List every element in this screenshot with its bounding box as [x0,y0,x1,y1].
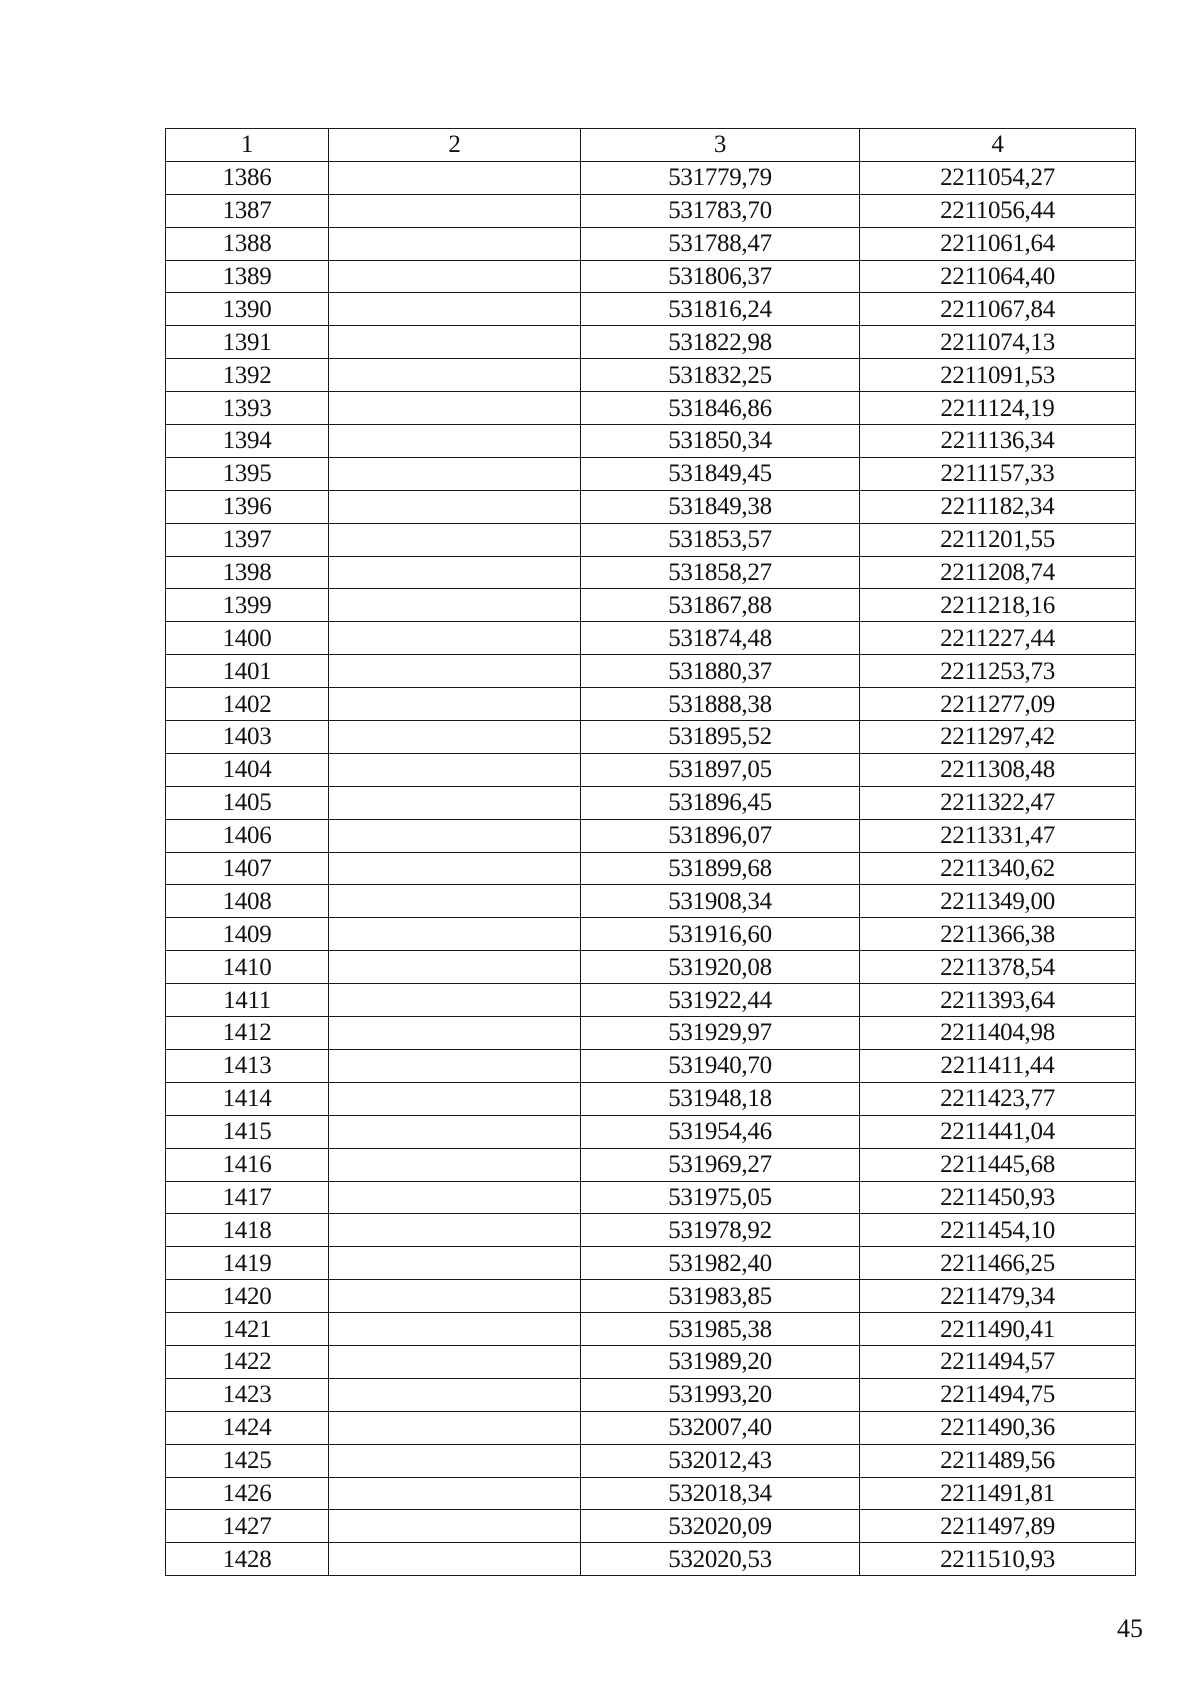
column-2-cell [329,1181,581,1214]
table-row [166,951,1136,984]
y-coordinate-cell: 2211136,34 [860,425,1136,458]
y-coordinate-cell: 2211218,16 [860,589,1136,622]
point-number-cell: 1421 [166,1313,329,1346]
x-coordinate-cell: 531948,18 [581,1082,860,1115]
point-number-cell: 1393 [166,392,329,425]
column-2-cell [329,425,581,458]
column-2-cell [329,1247,581,1280]
column-2-cell [329,359,581,392]
y-coordinate-cell: 2211340,62 [860,852,1136,885]
point-number-cell: 1412 [166,1017,329,1050]
y-coordinate-cell: 2211393,64 [860,984,1136,1017]
table-row [166,1345,1136,1378]
point-number-cell: 1392 [166,359,329,392]
point-number-cell: 1422 [166,1345,329,1378]
table-row [166,194,1136,227]
y-coordinate-cell: 2211466,25 [860,1247,1136,1280]
table-row [166,1510,1136,1543]
column-2-cell [329,194,581,227]
x-coordinate-cell: 531822,98 [581,326,860,359]
y-coordinate-cell: 2211056,44 [860,194,1136,227]
table-row [166,1411,1136,1444]
point-number-cell: 1387 [166,194,329,227]
point-number-cell: 1419 [166,1247,329,1280]
x-coordinate-cell: 531985,38 [581,1313,860,1346]
y-coordinate-cell: 2211479,34 [860,1280,1136,1313]
column-header-y-coordinate: 4 [860,129,1136,162]
point-number-cell: 1428 [166,1543,329,1576]
x-coordinate-cell: 531969,27 [581,1148,860,1181]
x-coordinate-cell: 531896,45 [581,786,860,819]
y-coordinate-cell: 2211124,19 [860,392,1136,425]
point-number-cell: 1389 [166,260,329,293]
table-row [166,1313,1136,1346]
point-number-cell: 1418 [166,1214,329,1247]
table-row [166,1247,1136,1280]
point-number-cell: 1402 [166,688,329,721]
x-coordinate-cell: 531816,24 [581,293,860,326]
column-header-x-coordinate: 3 [581,129,860,162]
table-row [166,1477,1136,1510]
point-number-cell: 1390 [166,293,329,326]
y-coordinate-cell: 2211201,55 [860,523,1136,556]
table-row [166,1181,1136,1214]
table-row [166,622,1136,655]
y-coordinate-cell: 2211489,56 [860,1444,1136,1477]
x-coordinate-cell: 532020,53 [581,1543,860,1576]
y-coordinate-cell: 2211454,10 [860,1214,1136,1247]
column-2-cell [329,556,581,589]
column-2-cell [329,721,581,754]
point-number-cell: 1394 [166,425,329,458]
column-2-cell [329,227,581,260]
y-coordinate-cell: 2211450,93 [860,1181,1136,1214]
x-coordinate-cell: 531867,88 [581,589,860,622]
y-coordinate-cell: 2211378,54 [860,951,1136,984]
column-2-cell [329,260,581,293]
point-number-cell: 1397 [166,523,329,556]
point-number-cell: 1406 [166,819,329,852]
table-row [166,1148,1136,1181]
table-row [166,984,1136,1017]
y-coordinate-cell: 2211277,09 [860,688,1136,721]
point-number-cell: 1400 [166,622,329,655]
point-number-cell: 1405 [166,786,329,819]
x-coordinate-cell: 532007,40 [581,1411,860,1444]
column-header-2: 2 [329,129,581,162]
column-2-cell [329,951,581,984]
point-number-cell: 1426 [166,1477,329,1510]
column-2-cell [329,1477,581,1510]
point-number-cell: 1398 [166,556,329,589]
column-2-cell [329,1280,581,1313]
x-coordinate-cell: 531779,79 [581,161,860,194]
y-coordinate-cell: 2211490,36 [860,1411,1136,1444]
y-coordinate-cell: 2211227,44 [860,622,1136,655]
column-2-cell [329,1543,581,1576]
column-2-cell [329,1115,581,1148]
column-2-cell [329,457,581,490]
table-row [166,589,1136,622]
table-row [166,490,1136,523]
column-2-cell [329,984,581,1017]
point-number-cell: 1401 [166,655,329,688]
y-coordinate-cell: 2211411,44 [860,1049,1136,1082]
table-header-row [166,129,1136,162]
y-coordinate-cell: 2211491,81 [860,1477,1136,1510]
column-2-cell [329,1214,581,1247]
column-2-cell [329,490,581,523]
column-2-cell [329,523,581,556]
x-coordinate-cell: 531853,57 [581,523,860,556]
y-coordinate-cell: 2211061,64 [860,227,1136,260]
column-2-cell [329,1345,581,1378]
table-row [166,260,1136,293]
x-coordinate-cell: 531978,92 [581,1214,860,1247]
table-row [166,1082,1136,1115]
table-row [166,392,1136,425]
y-coordinate-cell: 2211494,75 [860,1378,1136,1411]
x-coordinate-cell: 532018,34 [581,1477,860,1510]
x-coordinate-cell: 531874,48 [581,622,860,655]
x-coordinate-cell: 531993,20 [581,1378,860,1411]
y-coordinate-cell: 2211497,89 [860,1510,1136,1543]
x-coordinate-cell: 531897,05 [581,753,860,786]
table-row [166,885,1136,918]
point-number-cell: 1417 [166,1181,329,1214]
table-row [166,1115,1136,1148]
point-number-cell: 1414 [166,1082,329,1115]
column-2-cell [329,786,581,819]
y-coordinate-cell: 2211331,47 [860,819,1136,852]
x-coordinate-cell: 531983,85 [581,1280,860,1313]
table-row [166,1378,1136,1411]
table-row [166,227,1136,260]
x-coordinate-cell: 531849,45 [581,457,860,490]
y-coordinate-cell: 2211074,13 [860,326,1136,359]
column-2-cell [329,885,581,918]
coordinates-table [165,128,1136,1576]
table-row [166,425,1136,458]
table-row [166,1017,1136,1050]
point-number-cell: 1410 [166,951,329,984]
y-coordinate-cell: 2211308,48 [860,753,1136,786]
x-coordinate-cell: 531783,70 [581,194,860,227]
point-number-cell: 1396 [166,490,329,523]
x-coordinate-cell: 531858,27 [581,556,860,589]
table-row [166,1049,1136,1082]
table-row [166,721,1136,754]
column-2-cell [329,655,581,688]
x-coordinate-cell: 531916,60 [581,918,860,951]
table-row [166,1280,1136,1313]
y-coordinate-cell: 2211091,53 [860,359,1136,392]
table-row [166,359,1136,392]
y-coordinate-cell: 2211182,34 [860,490,1136,523]
column-2-cell [329,1510,581,1543]
y-coordinate-cell: 2211490,41 [860,1313,1136,1346]
column-2-cell [329,1017,581,1050]
column-header-point-number: 1 [166,129,329,162]
x-coordinate-cell: 531922,44 [581,984,860,1017]
point-number-cell: 1416 [166,1148,329,1181]
column-2-cell [329,392,581,425]
point-number-cell: 1424 [166,1411,329,1444]
table-row [166,786,1136,819]
x-coordinate-cell: 532012,43 [581,1444,860,1477]
point-number-cell: 1407 [166,852,329,885]
point-number-cell: 1409 [166,918,329,951]
y-coordinate-cell: 2211423,77 [860,1082,1136,1115]
column-2-cell [329,1411,581,1444]
table-row [166,523,1136,556]
y-coordinate-cell: 2211067,84 [860,293,1136,326]
column-2-cell [329,852,581,885]
column-2-cell [329,1082,581,1115]
table-row [166,655,1136,688]
column-2-cell [329,326,581,359]
column-2-cell [329,293,581,326]
x-coordinate-cell: 531788,47 [581,227,860,260]
point-number-cell: 1391 [166,326,329,359]
table-row [166,1543,1136,1576]
table-row [166,819,1136,852]
table-row [166,1214,1136,1247]
x-coordinate-cell: 531850,34 [581,425,860,458]
y-coordinate-cell: 2211445,68 [860,1148,1136,1181]
x-coordinate-cell: 531899,68 [581,852,860,885]
table-row [166,326,1136,359]
y-coordinate-cell: 2211366,38 [860,918,1136,951]
column-2-cell [329,1148,581,1181]
table-row [166,457,1136,490]
point-number-cell: 1386 [166,161,329,194]
x-coordinate-cell: 531908,34 [581,885,860,918]
column-2-cell [329,753,581,786]
point-number-cell: 1399 [166,589,329,622]
y-coordinate-cell: 2211157,33 [860,457,1136,490]
table-row [166,918,1136,951]
y-coordinate-cell: 2211064,40 [860,260,1136,293]
x-coordinate-cell: 531806,37 [581,260,860,293]
x-coordinate-cell: 532020,09 [581,1510,860,1543]
table-body [166,161,1136,1575]
x-coordinate-cell: 531920,08 [581,951,860,984]
y-coordinate-cell: 2211208,74 [860,556,1136,589]
y-coordinate-cell: 2211054,27 [860,161,1136,194]
y-coordinate-cell: 2211253,73 [860,655,1136,688]
y-coordinate-cell: 2211404,98 [860,1017,1136,1050]
y-coordinate-cell: 2211494,57 [860,1345,1136,1378]
column-2-cell [329,819,581,852]
column-2-cell [329,1444,581,1477]
x-coordinate-cell: 531929,97 [581,1017,860,1050]
x-coordinate-cell: 531895,52 [581,721,860,754]
table-row [166,688,1136,721]
column-2-cell [329,1313,581,1346]
x-coordinate-cell: 531896,07 [581,819,860,852]
column-2-cell [329,622,581,655]
point-number-cell: 1408 [166,885,329,918]
point-number-cell: 1415 [166,1115,329,1148]
x-coordinate-cell: 531975,05 [581,1181,860,1214]
point-number-cell: 1420 [166,1280,329,1313]
table-row [166,293,1136,326]
column-2-cell [329,1378,581,1411]
column-2-cell [329,161,581,194]
column-2-cell [329,589,581,622]
point-number-cell: 1423 [166,1378,329,1411]
table-row [166,1444,1136,1477]
table-row [166,161,1136,194]
x-coordinate-cell: 531888,38 [581,688,860,721]
x-coordinate-cell: 531954,46 [581,1115,860,1148]
table-row [166,753,1136,786]
point-number-cell: 1403 [166,721,329,754]
point-number-cell: 1411 [166,984,329,1017]
point-number-cell: 1404 [166,753,329,786]
y-coordinate-cell: 2211349,00 [860,885,1136,918]
x-coordinate-cell: 531940,70 [581,1049,860,1082]
x-coordinate-cell: 531880,37 [581,655,860,688]
column-2-cell [329,688,581,721]
column-2-cell [329,1049,581,1082]
point-number-cell: 1427 [166,1510,329,1543]
page-number: 45 [1117,1614,1143,1643]
point-number-cell: 1413 [166,1049,329,1082]
y-coordinate-cell: 2211297,42 [860,721,1136,754]
x-coordinate-cell: 531832,25 [581,359,860,392]
x-coordinate-cell: 531849,38 [581,490,860,523]
y-coordinate-cell: 2211441,04 [860,1115,1136,1148]
y-coordinate-cell: 2211510,93 [860,1543,1136,1576]
table-row [166,556,1136,589]
table-row [166,852,1136,885]
point-number-cell: 1425 [166,1444,329,1477]
column-2-cell [329,918,581,951]
point-number-cell: 1388 [166,227,329,260]
point-number-cell: 1395 [166,457,329,490]
x-coordinate-cell: 531982,40 [581,1247,860,1280]
y-coordinate-cell: 2211322,47 [860,786,1136,819]
x-coordinate-cell: 531989,20 [581,1345,860,1378]
x-coordinate-cell: 531846,86 [581,392,860,425]
